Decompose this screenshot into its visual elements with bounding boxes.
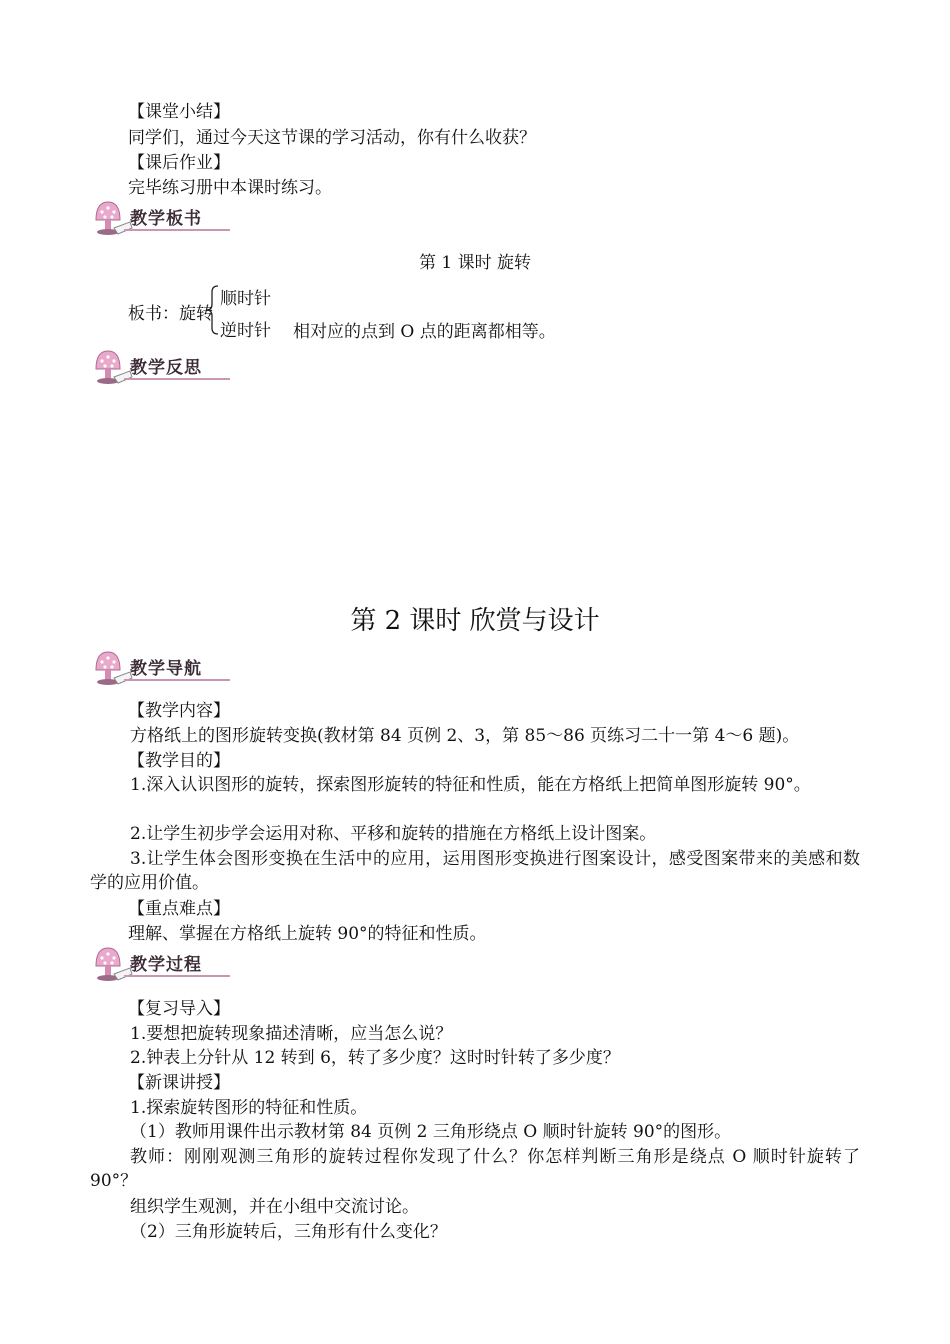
goal-heading: 【教学目的】 [128,751,230,771]
goal-1: 1.深入认识图形的旋转，探索图形旋转的特征和性质，能在方格纸上把简单图形旋转 90°。 [130,775,811,795]
new-lesson-heading: 【新课讲授】 [128,1073,230,1093]
review-q2: 2.钟表上分针从 12 转到 6，转了多少度？这时时针转了多少度？ [130,1048,620,1068]
review-heading: 【复习导入】 [128,999,230,1019]
section-badge-process [90,944,240,984]
badge-underline [124,975,230,977]
summary-heading: 【课堂小结】 [128,102,230,122]
lamp-icon [90,347,134,389]
new-lesson-p2: （1）教师用课件出示教材第 84 页例 2 三角形绕点 O 顺时针旋转 90°的图形。 [130,1122,732,1142]
lamp-icon [90,198,134,240]
new-lesson-p3: 教师：刚刚观测三角形的旋转过程你发现了什么？你怎样判断三角形是绕点 O 顺时针旋转了 90°？ [90,1147,860,1191]
section-badge-reflection [90,347,240,387]
section-badge-navigation [90,648,240,688]
content-heading: 【教学内容】 [128,701,230,721]
goal-2: 2.让学生初步学会运用对称、平移和旋转的措施在方格纸上设计图案。 [130,824,657,844]
badge-underline [124,378,230,380]
board-label: 板书：旋转 [128,304,213,324]
new-lesson-p5: （2）三角形旋转后，三角形有什么变化？ [130,1222,447,1242]
curly-brace-icon [206,284,220,336]
lamp-icon [90,944,134,986]
board-clockwise: 顺时针 [220,289,271,309]
goal-3: 3.让学生体会图形变换在生活中的应用，运用图形变换进行图案设计，感受图案带来的美感和数学的应用价值。 [90,849,860,893]
review-q1: 1.要想把旋转现象描述清晰，应当怎么说？ [130,1024,453,1044]
badge-underline [124,229,230,231]
section-badge-board [90,198,240,238]
key-text: 理解、掌握在方格纸上旋转 90°的特征和性质。 [128,924,487,944]
badge-underline [124,679,230,681]
board-counterclockwise: 逆时针 [220,321,271,341]
board-lesson-title: 第 1 课时 旋转 [418,253,532,273]
badge-label: 教学导航 [130,659,202,679]
summary-text: 同学们，通过今天这节课的学习活动，你有什么收获？ [128,128,536,148]
homework-heading: 【课后作业】 [128,153,230,173]
key-heading: 【重点难点】 [128,899,230,919]
lesson2-title: 第 2 课时 欣赏与设计 [350,606,600,636]
homework-text: 完毕练习册中本课时练习。 [128,178,332,198]
badge-label: 教学过程 [130,955,202,975]
new-lesson-p4: 组织学生观测，并在小组中交流讨论。 [130,1197,419,1217]
badge-label: 教学板书 [130,209,202,229]
content-text: 方格纸上的图形旋转变换(教材第 84 页例 2、3，第 85～86 页练习二十一第 4～6 题)。 [130,726,800,746]
new-lesson-p1: 1.探索旋转图形的特征和性质。 [130,1098,368,1118]
lamp-icon [90,648,134,690]
board-note: 相对应的点到 O 点的距离都相等。 [293,322,556,342]
badge-label: 教学反思 [130,358,202,378]
